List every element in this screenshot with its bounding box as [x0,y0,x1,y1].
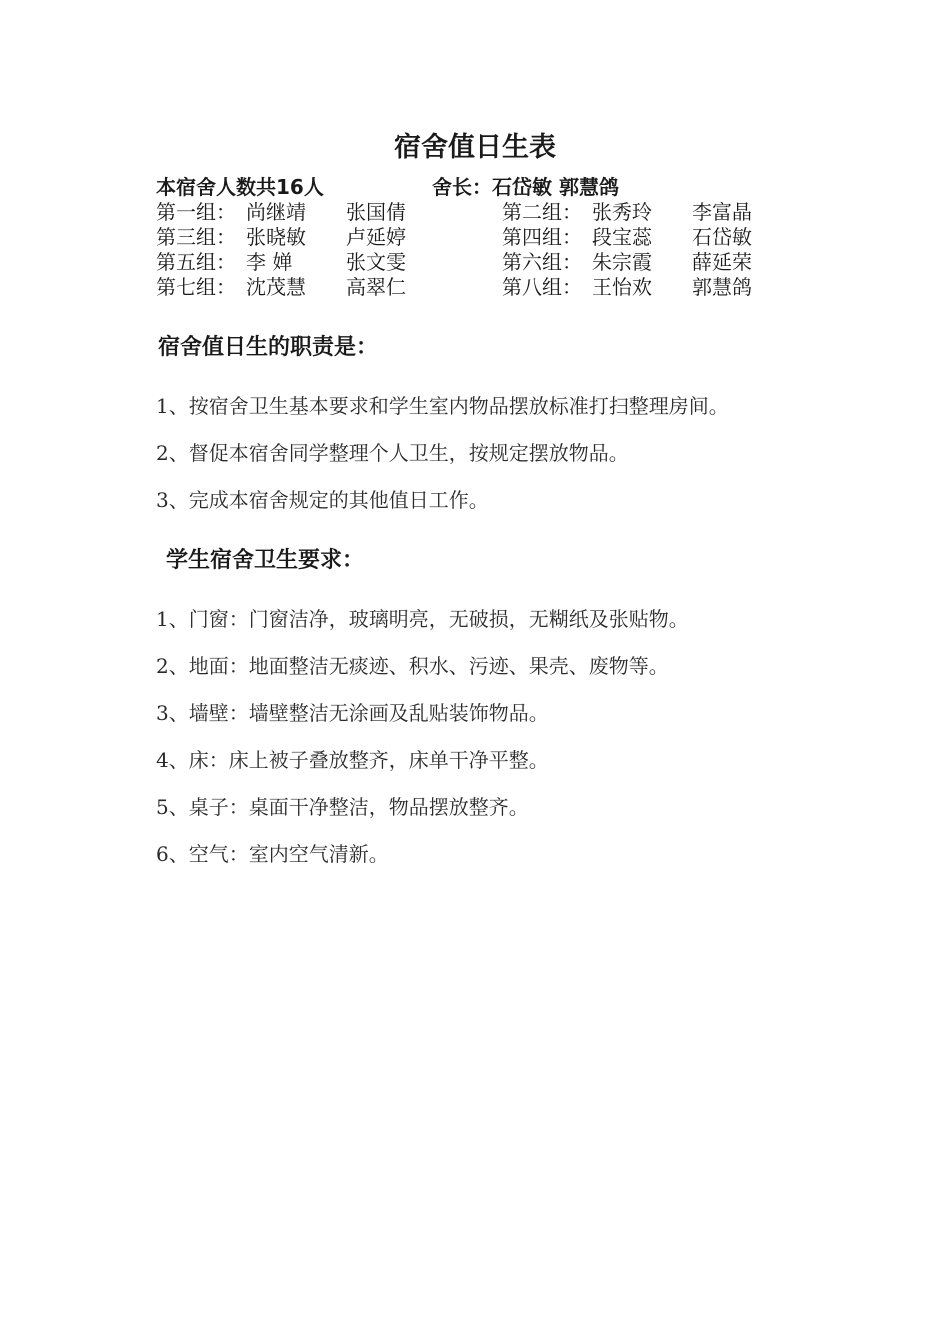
group-member: 张文雯 [346,250,406,274]
group-label: 第四组： [502,225,582,249]
group-label: 第五组： [156,250,236,274]
group-member: 张秀玲 [592,200,652,224]
group-member: 石岱敏 [692,225,752,249]
group-member: 张晓敏 [246,225,306,249]
group-member: 卢延婷 [346,225,406,249]
group-member: 薛延荣 [692,250,752,274]
duties-heading: 宿舍值日生的职责是： [158,335,379,360]
group-member: 李 婵 [246,250,293,274]
group-label: 第三组： [156,225,236,249]
group-label: 第七组： [156,275,236,299]
group-member: 沈茂慧 [246,275,306,299]
group-member: 张国倩 [346,200,406,224]
duty-item: 2、督促本宿舍同学整理个人卫生，按规定摆放物品。 [156,441,629,465]
group-label: 第二组： [502,200,582,224]
requirement-item: 5、桌子：桌面干净整洁，物品摆放整齐。 [156,795,529,819]
requirement-item: 3、墙壁：墙壁整洁无涂画及乱贴装饰物品。 [156,701,549,725]
group-member: 李富晶 [692,200,752,224]
group-label: 第一组： [156,200,236,224]
group-member: 朱宗霞 [592,250,652,274]
group-member: 郭慧鸽 [692,275,752,299]
group-label: 第六组： [502,250,582,274]
requirement-item: 2、地面：地面整洁无痰迹、积水、污迹、果壳、废物等。 [156,654,669,678]
duty-item: 1、按宿舍卫生基本要求和学生室内物品摆放标准打扫整理房间。 [156,394,729,418]
duty-item: 3、完成本宿舍规定的其他值日工作。 [156,488,489,512]
requirement-item: 1、门窗：门窗洁净，玻璃明亮，无破损，无糊纸及张贴物。 [156,607,689,631]
group-member: 段宝蕊 [592,225,652,249]
group-member: 高翠仁 [346,275,406,299]
member-count: 本宿舍人数共16人 [156,175,324,199]
group-member: 尚继靖 [246,200,306,224]
group-member: 王怡欢 [592,275,652,299]
requirements-heading: 学生宿舍卫生要求： [166,548,365,573]
requirement-item: 6、空气：室内空气清新。 [156,842,389,866]
group-label: 第八组： [502,275,582,299]
requirement-item: 4、床：床上被子叠放整齐，床单干净平整。 [156,748,549,772]
dorm-info-row [156,174,619,200]
dorm-leader: 舍长：石岱敏 郭慧鸽 [432,175,619,199]
document-title: 宿舍值日生表 [394,132,556,163]
